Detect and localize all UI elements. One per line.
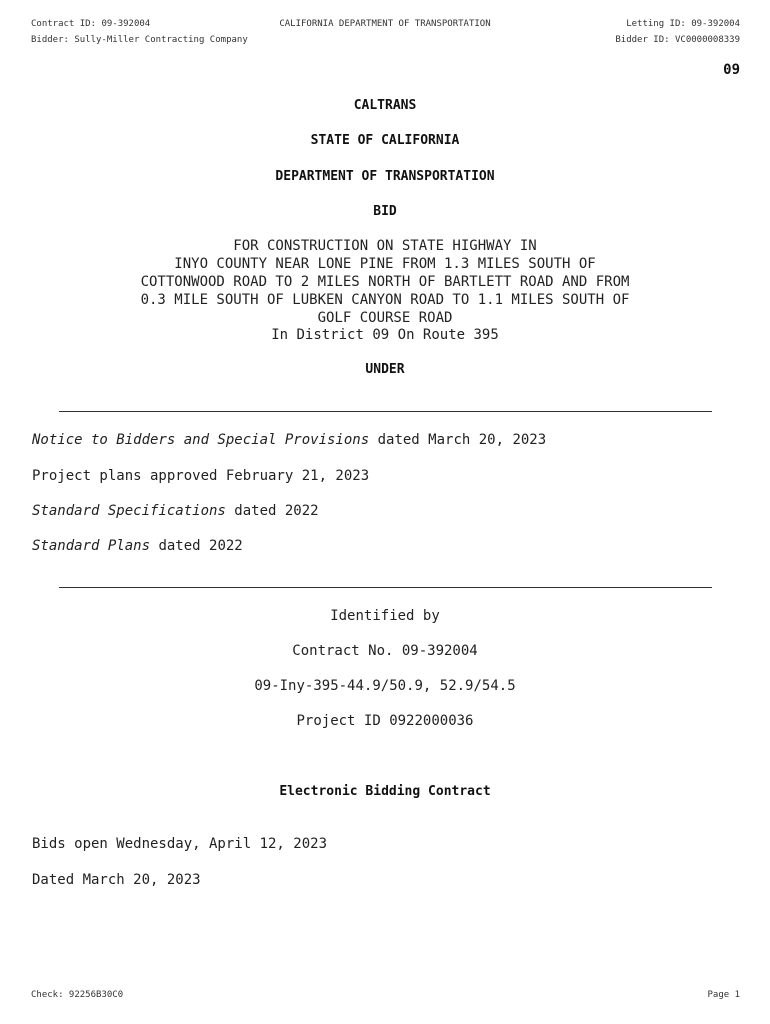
dated: Dated March 20, 2023 xyxy=(32,872,201,888)
district-tag: 09 xyxy=(723,62,740,78)
description-line: FOR CONSTRUCTION ON STATE HIGHWAY IN xyxy=(233,238,537,254)
notice-to-bidders xyxy=(32,431,546,449)
contract-type: Electronic Bidding Contract xyxy=(279,784,491,799)
description-line: 0.3 MILE SOUTH OF LUBKEN CANYON ROAD TO 1.1 MILES SOUTH OF xyxy=(140,292,630,308)
contract-number: Contract No. 09-392004 xyxy=(292,643,478,659)
contract-id: Contract ID: 09-392004 xyxy=(31,19,151,29)
title-state: STATE OF CALIFORNIA xyxy=(310,133,460,148)
bids-open-date: Bids open Wednesday, April 12, 2023 xyxy=(32,836,328,852)
divider xyxy=(59,587,712,588)
specs-title: Standard Specifications xyxy=(32,503,226,519)
description-line: INYO COUNTY NEAR LONE PINE FROM 1.3 MILES SOUTH OF xyxy=(174,256,596,272)
letting-id: Letting ID: 09-392004 xyxy=(626,19,740,29)
description-line: In District 09 On Route 395 xyxy=(271,327,499,343)
std-plans-title: Standard Plans xyxy=(32,538,151,554)
bidder-id: Bidder ID: VC0000008339 xyxy=(615,35,740,45)
location-code: 09-Iny-395-44.9/50.9, 52.9/54.5 xyxy=(254,678,516,694)
project-id: Project ID 0922000036 xyxy=(296,713,474,729)
description-line: GOLF COURSE ROAD xyxy=(317,310,453,326)
page-number: Page 1 xyxy=(707,990,740,1000)
divider xyxy=(59,411,712,412)
title-caltrans: CALTRANS xyxy=(353,98,417,113)
bidder-name: Bidder: Sully-Miller Contracting Company xyxy=(31,35,248,45)
title-bid: BID xyxy=(373,204,397,219)
title-department: DEPARTMENT OF TRANSPORTATION xyxy=(275,169,495,184)
project-plans: Project plans approved February 21, 2023 xyxy=(32,468,370,484)
identified-by: Identified by xyxy=(330,608,440,624)
check-code: Check: 92256B30C0 xyxy=(31,990,124,1000)
notice-date: dated March 20, 2023 xyxy=(369,432,547,448)
standard-plans xyxy=(32,537,243,555)
standard-specifications xyxy=(32,502,319,520)
description-line: COTTONWOOD ROAD TO 2 MILES NORTH OF BARTLETT ROAD AND FROM xyxy=(140,274,630,290)
notice-title: Notice to Bidders and Special Provisions xyxy=(32,432,370,448)
agency-header: CALIFORNIA DEPARTMENT OF TRANSPORTATION xyxy=(279,19,491,29)
std-plans-date: dated 2022 xyxy=(150,538,243,554)
specs-date: dated 2022 xyxy=(225,503,319,519)
under-label: UNDER xyxy=(365,362,405,377)
